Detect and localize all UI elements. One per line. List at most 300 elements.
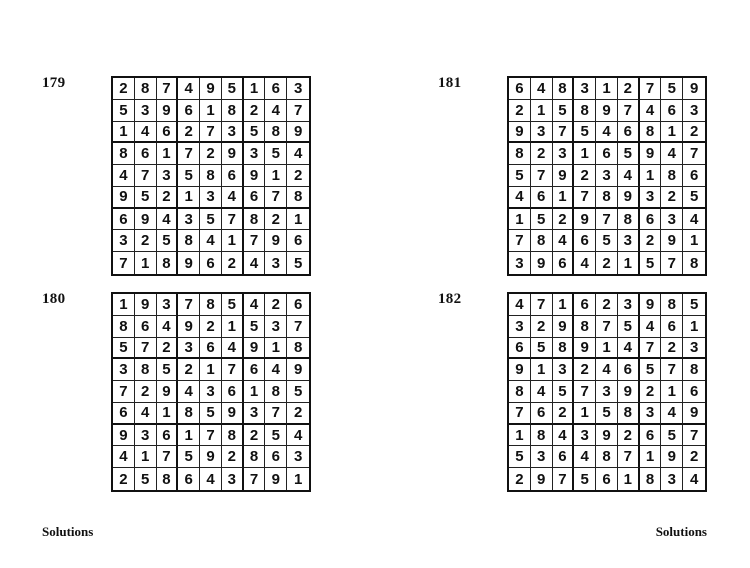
sudoku-cell: 1 bbox=[113, 122, 135, 144]
sudoku-cell: 8 bbox=[244, 446, 266, 468]
sudoku-cell: 4 bbox=[200, 468, 222, 490]
sudoku-cell: 6 bbox=[222, 165, 244, 187]
sudoku-cell: 2 bbox=[157, 338, 179, 360]
sudoku-cell: 9 bbox=[287, 122, 309, 144]
sudoku-cell: 6 bbox=[200, 252, 222, 274]
sudoku-cell: 3 bbox=[640, 187, 662, 209]
sudoku-cell: 6 bbox=[222, 381, 244, 403]
sudoku-cell: 7 bbox=[265, 403, 287, 425]
sudoku-cell: 2 bbox=[683, 446, 705, 468]
sudoku-cell: 1 bbox=[553, 187, 575, 209]
sudoku-cell: 4 bbox=[287, 425, 309, 447]
sudoku-cell: 1 bbox=[113, 294, 135, 316]
sudoku-cell: 5 bbox=[683, 294, 705, 316]
sudoku-cell: 4 bbox=[178, 381, 200, 403]
sudoku-cell: 3 bbox=[531, 446, 553, 468]
sudoku-cell: 2 bbox=[596, 252, 618, 274]
sudoku-cell: 1 bbox=[178, 187, 200, 209]
sudoku-cell: 9 bbox=[509, 122, 531, 144]
sudoku-cell: 9 bbox=[200, 446, 222, 468]
sudoku-cell: 7 bbox=[553, 468, 575, 490]
sudoku-cell: 6 bbox=[265, 446, 287, 468]
sudoku-cell: 4 bbox=[113, 165, 135, 187]
puzzle-number-179: 179 bbox=[42, 75, 66, 91]
sudoku-cell: 4 bbox=[553, 425, 575, 447]
sudoku-cell: 2 bbox=[244, 100, 266, 122]
sudoku-cell: 4 bbox=[157, 316, 179, 338]
sudoku-cell: 2 bbox=[509, 468, 531, 490]
sudoku-cell: 3 bbox=[596, 165, 618, 187]
sudoku-cell: 4 bbox=[287, 143, 309, 165]
sudoku-cell: 5 bbox=[178, 446, 200, 468]
sudoku-cell: 2 bbox=[222, 252, 244, 274]
sudoku-cell: 2 bbox=[244, 425, 266, 447]
sudoku-cell: 9 bbox=[683, 403, 705, 425]
sudoku-cell: 5 bbox=[683, 187, 705, 209]
sudoku-cell: 3 bbox=[509, 316, 531, 338]
sudoku-cell: 2 bbox=[553, 403, 575, 425]
sudoku-cell: 5 bbox=[640, 359, 662, 381]
sudoku-cell: 6 bbox=[640, 209, 662, 231]
sudoku-cell: 2 bbox=[287, 403, 309, 425]
sudoku-cell: 3 bbox=[200, 187, 222, 209]
sudoku-cell: 4 bbox=[553, 230, 575, 252]
sudoku-cell: 5 bbox=[531, 209, 553, 231]
sudoku-cell: 3 bbox=[661, 209, 683, 231]
sudoku-cell: 1 bbox=[574, 143, 596, 165]
sudoku-cell: 5 bbox=[618, 143, 640, 165]
sudoku-cell: 3 bbox=[618, 230, 640, 252]
sudoku-cell: 1 bbox=[265, 165, 287, 187]
sudoku-cell: 2 bbox=[618, 425, 640, 447]
sudoku-cell: 8 bbox=[222, 425, 244, 447]
sudoku-cell: 7 bbox=[244, 468, 266, 490]
footer-label-left: Solutions bbox=[42, 524, 94, 539]
sudoku-cell: 1 bbox=[287, 209, 309, 231]
sudoku-cell: 7 bbox=[200, 425, 222, 447]
sudoku-cell: 4 bbox=[618, 165, 640, 187]
sudoku-cell: 5 bbox=[135, 187, 157, 209]
sudoku-cell: 2 bbox=[135, 381, 157, 403]
sudoku-cell: 1 bbox=[596, 78, 618, 100]
sudoku-cell: 3 bbox=[640, 403, 662, 425]
sudoku-cell: 4 bbox=[265, 100, 287, 122]
sudoku-cell: 9 bbox=[531, 468, 553, 490]
sudoku-cell: 1 bbox=[509, 425, 531, 447]
sudoku-cell: 4 bbox=[683, 209, 705, 231]
sudoku-cell: 7 bbox=[222, 359, 244, 381]
sudoku-cell: 2 bbox=[683, 122, 705, 144]
sudoku-cell: 2 bbox=[509, 100, 531, 122]
sudoku-cell: 8 bbox=[287, 187, 309, 209]
sudoku-cell: 3 bbox=[531, 122, 553, 144]
sudoku-cell: 6 bbox=[200, 338, 222, 360]
sudoku-cell: 5 bbox=[157, 230, 179, 252]
sudoku-cell: 6 bbox=[178, 468, 200, 490]
sudoku-cell: 5 bbox=[661, 78, 683, 100]
sudoku-cell: 7 bbox=[222, 209, 244, 231]
sudoku-cell: 2 bbox=[287, 165, 309, 187]
sudoku-cell: 3 bbox=[574, 425, 596, 447]
sudoku-cell: 6 bbox=[509, 78, 531, 100]
sudoku-cell: 7 bbox=[683, 425, 705, 447]
sudoku-cell: 3 bbox=[244, 403, 266, 425]
sudoku-cell: 5 bbox=[531, 338, 553, 360]
sudoku-cell: 6 bbox=[574, 294, 596, 316]
sudoku-cell: 7 bbox=[509, 230, 531, 252]
sudoku-cell: 8 bbox=[661, 165, 683, 187]
sudoku-cell: 4 bbox=[135, 122, 157, 144]
sudoku-cell: 6 bbox=[531, 187, 553, 209]
sudoku-cell: 4 bbox=[661, 143, 683, 165]
sudoku-cell: 3 bbox=[178, 209, 200, 231]
sudoku-cell: 5 bbox=[661, 425, 683, 447]
sudoku-cell: 8 bbox=[157, 468, 179, 490]
sudoku-cell: 1 bbox=[661, 122, 683, 144]
sudoku-cell: 3 bbox=[287, 78, 309, 100]
sudoku-cell: 9 bbox=[618, 187, 640, 209]
sudoku-cell: 4 bbox=[661, 403, 683, 425]
sudoku-cell: 4 bbox=[265, 359, 287, 381]
sudoku-cell: 2 bbox=[661, 338, 683, 360]
sudoku-cell: 9 bbox=[553, 165, 575, 187]
sudoku-cell: 4 bbox=[157, 209, 179, 231]
sudoku-cell: 2 bbox=[178, 359, 200, 381]
sudoku-cell: 5 bbox=[200, 403, 222, 425]
sudoku-cell: 4 bbox=[618, 338, 640, 360]
sudoku-cell: 8 bbox=[265, 122, 287, 144]
sudoku-cell: 3 bbox=[618, 294, 640, 316]
sudoku-cell: 2 bbox=[265, 209, 287, 231]
sudoku-cell: 6 bbox=[244, 359, 266, 381]
sudoku-cell: 3 bbox=[200, 381, 222, 403]
sudoku-cell: 7 bbox=[640, 338, 662, 360]
sudoku-grid-180 bbox=[111, 292, 311, 492]
puzzle-number-180: 180 bbox=[42, 291, 66, 307]
sudoku-cell: 1 bbox=[618, 252, 640, 274]
sudoku-cell: 1 bbox=[618, 468, 640, 490]
sudoku-cell: 3 bbox=[113, 359, 135, 381]
sudoku-cell: 9 bbox=[661, 446, 683, 468]
sudoku-cell: 3 bbox=[244, 143, 266, 165]
sudoku-cell: 2 bbox=[113, 78, 135, 100]
sudoku-cell: 8 bbox=[135, 359, 157, 381]
sudoku-cell: 7 bbox=[683, 143, 705, 165]
sudoku-grid-182 bbox=[507, 292, 707, 492]
sudoku-cell: 5 bbox=[265, 425, 287, 447]
sudoku-cell: 6 bbox=[113, 209, 135, 231]
sudoku-grid-181 bbox=[507, 76, 707, 276]
sudoku-cell: 4 bbox=[640, 316, 662, 338]
sudoku-cell: 9 bbox=[618, 381, 640, 403]
sudoku-cell: 8 bbox=[574, 316, 596, 338]
sudoku-cell: 8 bbox=[178, 230, 200, 252]
sudoku-cell: 8 bbox=[244, 209, 266, 231]
sudoku-cell: 9 bbox=[531, 252, 553, 274]
sudoku-cell: 9 bbox=[265, 230, 287, 252]
sudoku-cell: 5 bbox=[596, 230, 618, 252]
sudoku-cell: 2 bbox=[661, 187, 683, 209]
sudoku-cell: 7 bbox=[135, 338, 157, 360]
sudoku-cell: 4 bbox=[596, 359, 618, 381]
sudoku-cell: 6 bbox=[265, 78, 287, 100]
sudoku-cell: 1 bbox=[244, 381, 266, 403]
sudoku-cell: 3 bbox=[683, 338, 705, 360]
sudoku-cell: 7 bbox=[618, 100, 640, 122]
sudoku-cell: 6 bbox=[135, 316, 157, 338]
sudoku-cell: 8 bbox=[265, 381, 287, 403]
sudoku-cell: 8 bbox=[661, 294, 683, 316]
sudoku-cell: 1 bbox=[553, 294, 575, 316]
sudoku-cell: 8 bbox=[531, 425, 553, 447]
sudoku-cell: 9 bbox=[157, 100, 179, 122]
sudoku-cell: 3 bbox=[553, 359, 575, 381]
sudoku-cell: 2 bbox=[640, 381, 662, 403]
sudoku-cell: 6 bbox=[618, 359, 640, 381]
sudoku-cell: 5 bbox=[113, 338, 135, 360]
sudoku-cell: 8 bbox=[640, 468, 662, 490]
sudoku-cell: 3 bbox=[157, 165, 179, 187]
sudoku-cell: 2 bbox=[574, 165, 596, 187]
sudoku-cell: 6 bbox=[178, 100, 200, 122]
sudoku-cell: 5 bbox=[244, 316, 266, 338]
sudoku-cell: 2 bbox=[531, 143, 553, 165]
sudoku-cell: 5 bbox=[135, 468, 157, 490]
sudoku-cell: 6 bbox=[113, 403, 135, 425]
sudoku-cell: 9 bbox=[287, 359, 309, 381]
sudoku-cell: 7 bbox=[157, 78, 179, 100]
sudoku-cell: 3 bbox=[574, 78, 596, 100]
sudoku-cell: 8 bbox=[509, 143, 531, 165]
sudoku-cell: 2 bbox=[618, 78, 640, 100]
sudoku-cell: 6 bbox=[661, 316, 683, 338]
sudoku-cell: 1 bbox=[265, 338, 287, 360]
sudoku-cell: 8 bbox=[596, 446, 618, 468]
sudoku-cell: 7 bbox=[640, 78, 662, 100]
sudoku-cell: 7 bbox=[618, 446, 640, 468]
sudoku-cell: 6 bbox=[287, 230, 309, 252]
sudoku-cell: 2 bbox=[200, 143, 222, 165]
sudoku-cell: 2 bbox=[222, 446, 244, 468]
sudoku-cell: 4 bbox=[574, 252, 596, 274]
sudoku-cell: 7 bbox=[157, 446, 179, 468]
sudoku-cell: 2 bbox=[113, 468, 135, 490]
sudoku-cell: 3 bbox=[287, 446, 309, 468]
sudoku-cell: 4 bbox=[689, 470, 699, 488]
sudoku-cell: 4 bbox=[596, 122, 618, 144]
sudoku-cell: 6 bbox=[596, 468, 618, 490]
sudoku-cell: 7 bbox=[200, 122, 222, 144]
sudoku-cell: 3 bbox=[596, 381, 618, 403]
sudoku-cell: 1 bbox=[574, 403, 596, 425]
sudoku-cell: 8 bbox=[113, 143, 135, 165]
sudoku-cell: 5 bbox=[618, 316, 640, 338]
sudoku-cell: 5 bbox=[287, 381, 309, 403]
sudoku-cell: 1 bbox=[640, 165, 662, 187]
sudoku-cell: 8 bbox=[178, 403, 200, 425]
sudoku-cell: 4 bbox=[509, 294, 531, 316]
sudoku-cell: 4 bbox=[200, 230, 222, 252]
sudoku-cell: 6 bbox=[244, 187, 266, 209]
sudoku-cell: 5 bbox=[113, 100, 135, 122]
sudoku-cell: 2 bbox=[200, 316, 222, 338]
sudoku-cell: 8 bbox=[200, 294, 222, 316]
sudoku-cell: 8 bbox=[531, 230, 553, 252]
sudoku-cell: 3 bbox=[135, 425, 157, 447]
sudoku-cell: 2 bbox=[178, 122, 200, 144]
sudoku-cell: 7 bbox=[574, 381, 596, 403]
sudoku-cell: 6 bbox=[135, 143, 157, 165]
sudoku-cell: 6 bbox=[683, 381, 705, 403]
sudoku-cell: 1 bbox=[531, 100, 553, 122]
sudoku-cell: 1 bbox=[244, 78, 266, 100]
sudoku-cell: 1 bbox=[640, 446, 662, 468]
sudoku-cell: 7 bbox=[287, 100, 309, 122]
sudoku-cell: 8 bbox=[222, 100, 244, 122]
sudoku-cell: 9 bbox=[178, 252, 200, 274]
sudoku-cell: 7 bbox=[287, 316, 309, 338]
sudoku-cell: 1 bbox=[135, 446, 157, 468]
sudoku-cell: 3 bbox=[222, 468, 244, 490]
sudoku-cell: 6 bbox=[553, 446, 575, 468]
sudoku-cell: 7 bbox=[531, 165, 553, 187]
sudoku-cell: 4 bbox=[574, 446, 596, 468]
sudoku-cell: 5 bbox=[265, 143, 287, 165]
sudoku-cell: 1 bbox=[157, 403, 179, 425]
sudoku-cell: 6 bbox=[574, 230, 596, 252]
sudoku-cell: 1 bbox=[683, 316, 705, 338]
sudoku-cell: 7 bbox=[265, 187, 287, 209]
sudoku-cell: 7 bbox=[113, 381, 135, 403]
sudoku-cell: 4 bbox=[531, 78, 553, 100]
sudoku-cell: 4 bbox=[244, 294, 266, 316]
sudoku-cell: 2 bbox=[531, 316, 553, 338]
sudoku-cell: 6 bbox=[157, 425, 179, 447]
sudoku-cell: 1 bbox=[531, 359, 553, 381]
sudoku-cell: 7 bbox=[509, 403, 531, 425]
sudoku-cell: 6 bbox=[661, 100, 683, 122]
sudoku-cell: 8 bbox=[683, 359, 705, 381]
sudoku-cell: 5 bbox=[640, 252, 662, 274]
sudoku-cell: 1 bbox=[200, 359, 222, 381]
puzzle-number-181: 181 bbox=[438, 75, 462, 91]
sudoku-cell: 6 bbox=[553, 252, 575, 274]
sudoku-cell: 3 bbox=[178, 338, 200, 360]
sudoku-cell: 8 bbox=[618, 403, 640, 425]
sudoku-cell: 6 bbox=[531, 403, 553, 425]
sudoku-cell: 5 bbox=[222, 294, 244, 316]
sudoku-cell: 2 bbox=[574, 359, 596, 381]
sudoku-cell: 5 bbox=[509, 446, 531, 468]
sudoku-cell: 1 bbox=[157, 143, 179, 165]
sudoku-cell: 4 bbox=[178, 78, 200, 100]
sudoku-cell: 8 bbox=[113, 316, 135, 338]
sudoku-cell: 9 bbox=[596, 425, 618, 447]
sudoku-cell: 8 bbox=[157, 252, 179, 274]
sudoku-grid-179 bbox=[111, 76, 311, 276]
sudoku-cell: 1 bbox=[222, 230, 244, 252]
puzzle-number-182: 182 bbox=[438, 291, 462, 307]
sudoku-cell: 4 bbox=[222, 338, 244, 360]
sudoku-cell: 7 bbox=[574, 187, 596, 209]
sudoku-cell: 3 bbox=[222, 122, 244, 144]
sudoku-cell: 7 bbox=[113, 252, 135, 274]
sudoku-cell: 1 bbox=[683, 230, 705, 252]
sudoku-cell: 5 bbox=[222, 78, 244, 100]
sudoku-cell: 6 bbox=[509, 338, 531, 360]
sudoku-cell: 6 bbox=[640, 425, 662, 447]
sudoku-cell: 2 bbox=[265, 294, 287, 316]
sudoku-cell: 7 bbox=[553, 122, 575, 144]
sudoku-cell: 3 bbox=[683, 100, 705, 122]
sudoku-cell: 8 bbox=[509, 381, 531, 403]
sudoku-cell: 3 bbox=[553, 143, 575, 165]
sudoku-cell: 9 bbox=[640, 143, 662, 165]
footer-label-right: Solutions bbox=[655, 524, 707, 539]
sudoku-cell: 8 bbox=[200, 165, 222, 187]
sudoku-cell: 1 bbox=[135, 252, 157, 274]
sudoku-cell: 9 bbox=[135, 209, 157, 231]
sudoku-cell: 5 bbox=[509, 165, 531, 187]
sudoku-cell: 1 bbox=[509, 209, 531, 231]
sudoku-cell: 1 bbox=[178, 425, 200, 447]
sudoku-cell: 4 bbox=[113, 446, 135, 468]
sudoku-cell: 6 bbox=[287, 294, 309, 316]
sudoku-cell: 2 bbox=[135, 230, 157, 252]
sudoku-cell: 9 bbox=[509, 359, 531, 381]
sudoku-cell: 5 bbox=[596, 403, 618, 425]
sudoku-cell: 9 bbox=[222, 143, 244, 165]
sudoku-cell: 1 bbox=[222, 316, 244, 338]
sudoku-cell: 9 bbox=[244, 165, 266, 187]
sudoku-cell: 4 bbox=[509, 187, 531, 209]
sudoku-cell: 9 bbox=[157, 381, 179, 403]
sudoku-cell: 9 bbox=[640, 294, 662, 316]
sudoku-cell: 2 bbox=[553, 209, 575, 231]
sudoku-cell: 9 bbox=[683, 78, 705, 100]
sudoku-cell: 3 bbox=[509, 252, 531, 274]
sudoku-cell: 3 bbox=[265, 252, 287, 274]
sudoku-cell: 8 bbox=[574, 100, 596, 122]
sudoku-cell: 8 bbox=[553, 78, 575, 100]
sudoku-cell: 2 bbox=[596, 294, 618, 316]
sudoku-cell: 2 bbox=[157, 187, 179, 209]
sudoku-cell: 9 bbox=[200, 78, 222, 100]
sudoku-cell: 7 bbox=[661, 252, 683, 274]
sudoku-cell: 1 bbox=[661, 381, 683, 403]
sudoku-cell: 6 bbox=[618, 122, 640, 144]
sudoku-cell: 8 bbox=[596, 187, 618, 209]
sudoku-cell: 8 bbox=[618, 209, 640, 231]
sudoku-cell: 5 bbox=[574, 122, 596, 144]
sudoku-cell: 4 bbox=[222, 187, 244, 209]
sudoku-cell: 3 bbox=[265, 316, 287, 338]
sudoku-cell: 5 bbox=[157, 359, 179, 381]
sudoku-cell: 9 bbox=[661, 230, 683, 252]
sudoku-cell: 7 bbox=[596, 209, 618, 231]
sudoku-cell: 1 bbox=[200, 100, 222, 122]
sudoku-cell: 9 bbox=[113, 187, 135, 209]
sudoku-cell: 3 bbox=[157, 294, 179, 316]
sudoku-cell: 4 bbox=[135, 403, 157, 425]
sudoku-cell: 7 bbox=[178, 294, 200, 316]
sudoku-cell: 8 bbox=[689, 254, 699, 272]
sudoku-cell: 7 bbox=[596, 316, 618, 338]
sudoku-cell: 9 bbox=[574, 209, 596, 231]
sudoku-cell: 3 bbox=[661, 468, 683, 490]
sudoku-cell: 5 bbox=[178, 165, 200, 187]
sudoku-cell: 2 bbox=[640, 230, 662, 252]
